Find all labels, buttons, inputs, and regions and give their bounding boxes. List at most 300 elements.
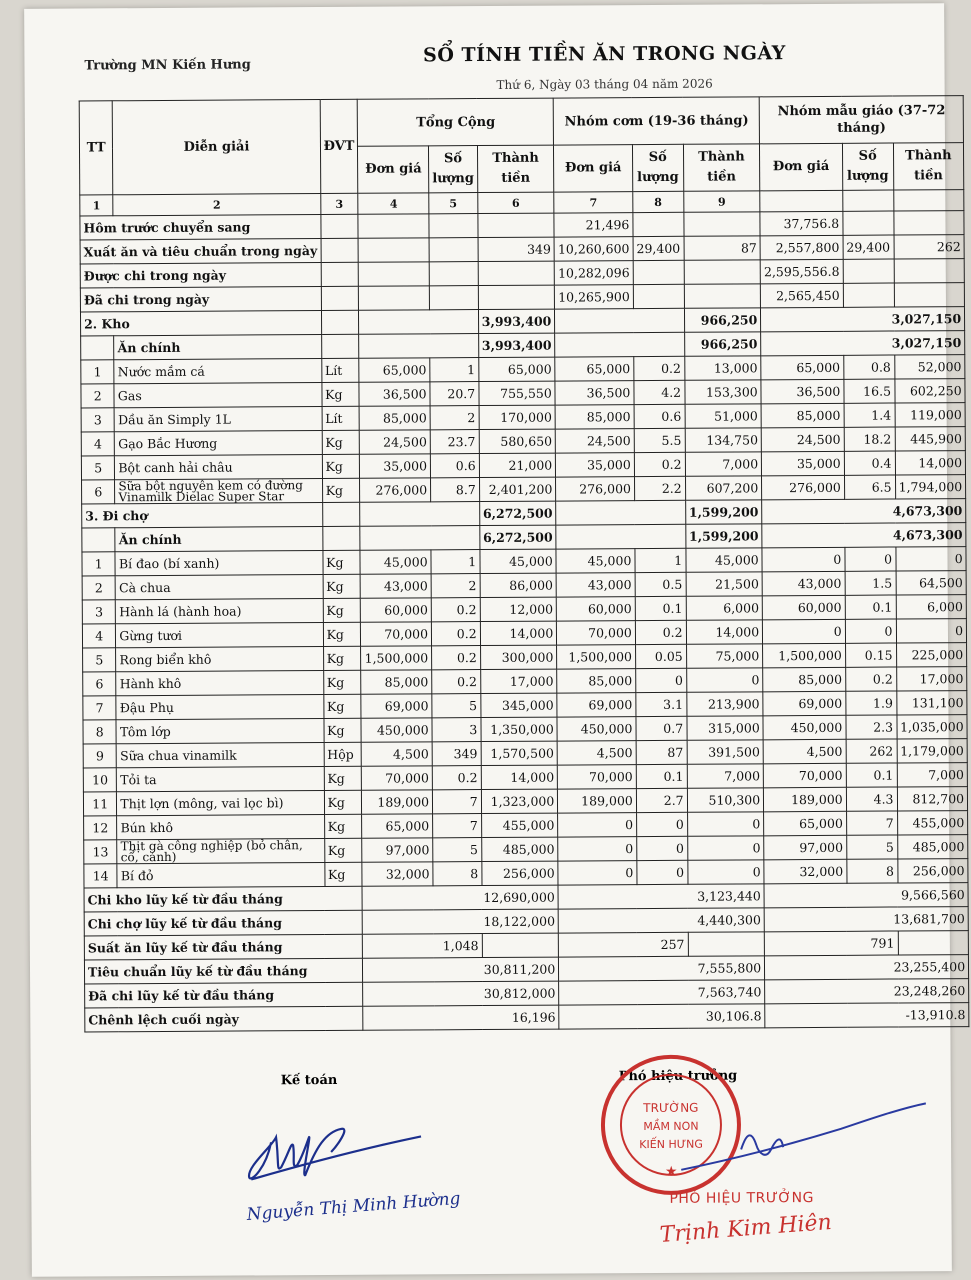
value-cell: 23,255,400 — [765, 955, 969, 980]
value-cell: 43,000 — [556, 573, 635, 597]
value-cell: 6,272,500 — [480, 525, 557, 549]
value-cell: 5 — [846, 835, 897, 859]
value-cell — [429, 262, 478, 286]
subsection-label: Ăn chính — [115, 527, 322, 552]
value-cell: 1,599,200 — [685, 524, 762, 548]
value-cell — [359, 262, 430, 286]
value-cell: 24,500 — [761, 427, 844, 452]
value-cell: 4.3 — [846, 787, 897, 811]
value-cell: 0 — [637, 836, 688, 860]
value-cell: 6,272,500 — [479, 501, 556, 525]
value-cell: 35,000 — [762, 451, 845, 476]
value-cell: 4.2 — [634, 380, 685, 404]
item-name: Gas — [114, 383, 321, 408]
value-cell: 131,100 — [896, 691, 967, 715]
col-tong-cong: Tổng Cộng — [358, 98, 554, 146]
value-cell: 0.5 — [635, 572, 686, 596]
col-don-gia: Đơn giá — [760, 143, 843, 191]
value-cell: 10,282,096 — [554, 261, 633, 285]
value-cell — [429, 286, 478, 310]
unit-cell: Kg — [323, 574, 361, 598]
col-so-luong: Số lượng — [429, 146, 478, 193]
value-cell: 4,440,300 — [558, 908, 764, 933]
item-name: Thịt lợn (mông, vai lọc bì) — [117, 791, 324, 816]
row-number: 5 — [81, 456, 115, 480]
index-cell — [893, 190, 964, 211]
value-cell: 0.2 — [635, 620, 686, 644]
value-cell: 349 — [432, 742, 481, 766]
item-name: Bí đỏ — [117, 863, 324, 888]
value-cell: 70,000 — [558, 765, 637, 789]
unit-cell: Kg — [323, 646, 361, 670]
value-cell: 3,993,400 — [478, 309, 555, 333]
value-cell: 5 — [433, 838, 482, 862]
value-cell: 45,000 — [556, 549, 635, 573]
value-cell: 349 — [478, 237, 555, 261]
value-cell: 455,000 — [897, 811, 968, 835]
row-label: Chi kho lũy kế từ đầu tháng — [84, 886, 363, 912]
col-don-gia: Đơn giá — [554, 145, 633, 192]
row-number: 14 — [84, 864, 118, 888]
value-cell: 4,500 — [763, 739, 846, 764]
document-page — [24, 3, 966, 1277]
value-cell: 10,265,900 — [555, 285, 634, 309]
col-dien-giai: Diễn giải — [113, 100, 321, 195]
value-cell: 85,000 — [360, 406, 431, 430]
value-cell: 0.2 — [431, 598, 480, 622]
row-label: Tiêu chuẩn lũy kế từ đầu tháng — [84, 958, 363, 984]
value-cell: 32,000 — [362, 862, 433, 886]
item-name: Gừng tươi — [116, 623, 323, 648]
value-cell: 0.8 — [844, 355, 895, 379]
unit-cell: Kg — [322, 478, 360, 502]
item-name: Tôm lớp — [116, 719, 323, 744]
value-cell: 445,900 — [895, 427, 966, 451]
value-cell: 3 — [432, 718, 481, 742]
index-cell: 2 — [113, 194, 320, 216]
value-cell — [359, 286, 430, 310]
value-cell: 0 — [845, 619, 896, 643]
row-number: 9 — [83, 744, 117, 768]
value-cell: 1 — [431, 550, 480, 574]
value-cell: 65,000 — [555, 357, 634, 381]
value-cell: 0.2 — [634, 356, 685, 380]
value-cell: 30,811,200 — [363, 957, 559, 982]
item-name: Hành khô — [116, 671, 323, 696]
value-cell: 10,260,600 — [554, 237, 633, 261]
value-cell — [843, 283, 894, 307]
value-cell: 0 — [687, 860, 764, 884]
value-cell: 24,500 — [556, 429, 635, 453]
value-cell: 7 — [433, 814, 482, 838]
value-cell: 0.2 — [431, 622, 480, 646]
value-cell: 0.6 — [430, 454, 479, 478]
value-cell: 8 — [847, 859, 898, 883]
value-cell: 5 — [432, 694, 481, 718]
value-cell: 7,000 — [897, 763, 968, 787]
unit-cell: Kg — [324, 814, 362, 838]
index-cell: 8 — [633, 191, 684, 212]
value-cell: 1,570,500 — [481, 741, 558, 765]
row-number: 6 — [82, 480, 116, 504]
value-cell — [429, 214, 478, 238]
value-cell: 6.5 — [844, 475, 895, 499]
row-number: 7 — [83, 696, 117, 720]
value-cell: 6,000 — [686, 596, 763, 620]
value-cell: 189,000 — [362, 790, 433, 814]
index-cell — [760, 190, 843, 212]
value-cell: 812,700 — [897, 787, 968, 811]
value-cell: 0 — [636, 668, 687, 692]
value-cell: 14,000 — [481, 765, 558, 789]
svg-text:KIẾN HƯNG: KIẾN HƯNG — [639, 1137, 703, 1152]
value-cell: 69,000 — [557, 693, 636, 717]
value-cell: 213,900 — [686, 692, 763, 716]
col-nhom-mau-giao: Nhóm mẫu giáo (37-72 tháng) — [759, 96, 963, 144]
col-tt: TT — [79, 101, 113, 195]
value-cell: 65,000 — [764, 811, 847, 836]
unit-cell: Kg — [323, 670, 361, 694]
col-nhom-com: Nhóm cơm (19-36 tháng) — [553, 97, 759, 145]
row-label: Xuất ăn và tiêu chuẩn trong ngày — [80, 239, 321, 264]
value-cell: 4,673,300 — [762, 499, 966, 524]
value-cell: 276,000 — [360, 478, 431, 502]
value-cell: 0.7 — [636, 716, 687, 740]
unit-cell: Kg — [323, 598, 361, 622]
value-cell: -13,910.8 — [765, 1003, 969, 1028]
value-cell: 5.5 — [634, 428, 685, 452]
value-cell: 3,123,440 — [558, 884, 764, 909]
value-cell: 85,000 — [361, 670, 432, 694]
value-cell: 256,000 — [897, 859, 968, 883]
value-cell: 8 — [433, 862, 482, 886]
value-cell: 450,000 — [557, 717, 636, 741]
row-number: 10 — [83, 768, 117, 792]
value-cell: 0.1 — [846, 763, 897, 787]
value-cell: 69,000 — [361, 694, 432, 718]
value-cell — [894, 259, 965, 283]
table-row — [85, 1003, 969, 1032]
value-cell: 43,000 — [762, 571, 845, 596]
value-cell: 86,000 — [480, 573, 557, 597]
value-cell: 7 — [846, 811, 897, 835]
col-so-luong: Số lượng — [842, 143, 893, 190]
subsection-label: Ăn chính — [114, 335, 321, 360]
row-number: 4 — [81, 432, 115, 456]
svg-text:★: ★ — [664, 1163, 678, 1180]
index-cell: 9 — [683, 191, 760, 212]
value-cell — [358, 214, 429, 238]
value-cell — [843, 259, 894, 283]
value-cell: 87 — [684, 236, 761, 260]
value-cell — [478, 213, 555, 237]
col-thanh-tien: Thành tiền — [477, 145, 554, 192]
row-number: 1 — [81, 360, 115, 384]
value-cell: 85,000 — [763, 667, 846, 692]
value-cell: 1,500,000 — [361, 646, 432, 670]
value-cell: 0 — [687, 836, 764, 860]
table-cell — [81, 336, 115, 360]
value-cell: 45,000 — [480, 549, 557, 573]
unit-cell: Kg — [324, 838, 362, 862]
row-label: Được chi trong ngày — [80, 263, 321, 288]
table-cell — [688, 932, 765, 956]
value-cell: 485,000 — [481, 837, 558, 861]
value-cell: 2,565,450 — [761, 283, 844, 308]
value-cell: 1 — [430, 358, 479, 382]
value-cell — [633, 284, 684, 308]
value-cell: 1.5 — [845, 571, 896, 595]
value-cell: 23.7 — [430, 430, 479, 454]
index-cell: 6 — [477, 192, 554, 213]
value-cell — [894, 283, 965, 307]
value-cell: 0 — [558, 813, 637, 837]
value-cell: 69,000 — [763, 691, 846, 716]
value-cell — [893, 211, 964, 235]
item-name: Thịt gà công nghiệp (bỏ chân, cổ, cánh) — [117, 839, 324, 864]
value-cell: 276,000 — [762, 475, 845, 500]
value-cell: 43,000 — [361, 574, 432, 598]
row-label: Đã chi trong ngày — [80, 287, 321, 312]
value-cell: 0 — [845, 547, 896, 571]
value-cell: 12,690,000 — [362, 885, 558, 910]
col-thanh-tien: Thành tiền — [683, 144, 760, 191]
value-cell: 21,000 — [479, 453, 556, 477]
stamp-role: PHÓ HIỆU TRƯỞNG — [669, 1190, 815, 1207]
value-cell: 36,500 — [761, 379, 844, 404]
unit-cell: Kg — [322, 454, 360, 478]
value-cell: 0 — [686, 668, 763, 692]
value-cell: 450,000 — [763, 715, 846, 740]
row-number: 6 — [83, 672, 117, 696]
value-cell: 225,000 — [896, 643, 967, 667]
value-cell: 6,000 — [896, 595, 967, 619]
value-cell: 485,000 — [897, 835, 968, 859]
row-number: 2 — [81, 384, 115, 408]
value-cell: 16.5 — [844, 379, 895, 403]
value-cell: 2.2 — [634, 476, 685, 500]
value-cell: 7,555,800 — [559, 956, 765, 981]
unit-cell: Kg — [324, 718, 362, 742]
vice-principal-signature — [671, 1088, 932, 1180]
value-cell: 0 — [762, 547, 845, 572]
stamp-name: Trịnh Kim Hiên — [658, 1209, 833, 1248]
table-cell — [556, 524, 685, 549]
report-date: Thứ 6, Ngày 03 tháng 04 năm 2026 — [496, 76, 713, 92]
accountant-title: Kế toán — [280, 1072, 338, 1089]
value-cell: 45,000 — [360, 550, 431, 574]
item-name: Sữa chua vinamilk — [117, 743, 324, 768]
value-cell: 510,300 — [687, 788, 764, 812]
unit-cell: Kg — [323, 694, 361, 718]
accountant-signature — [231, 1106, 431, 1187]
value-cell: 1,323,000 — [481, 789, 558, 813]
value-cell: 580,650 — [479, 429, 556, 453]
value-cell: 85,000 — [555, 405, 634, 429]
value-cell: 1.9 — [846, 691, 897, 715]
value-cell: 2 — [430, 406, 479, 430]
row-number: 1 — [82, 552, 116, 576]
value-cell: 13,000 — [684, 356, 761, 380]
unit-cell: Kg — [324, 790, 362, 814]
value-cell: 17,000 — [480, 669, 557, 693]
value-cell — [684, 284, 761, 308]
value-cell: 256,000 — [482, 861, 559, 885]
value-cell: 0.05 — [635, 644, 686, 668]
value-cell: 70,000 — [763, 763, 846, 788]
value-cell: 2,557,800 — [760, 235, 843, 260]
table-cell — [556, 500, 685, 525]
value-cell: 70,000 — [361, 622, 432, 646]
table-cell — [555, 332, 684, 357]
value-cell: 791 — [765, 931, 898, 956]
value-cell: 4,500 — [557, 741, 636, 765]
value-cell: 65,000 — [362, 814, 433, 838]
value-cell: 602,250 — [894, 379, 965, 403]
table-cell — [321, 310, 359, 334]
value-cell: 0 — [558, 837, 637, 861]
value-cell: 0 — [896, 619, 967, 643]
value-cell: 14,000 — [895, 451, 966, 475]
value-cell: 391,500 — [687, 740, 764, 764]
value-cell: 1,350,000 — [481, 717, 558, 741]
value-cell: 51,000 — [685, 404, 762, 428]
item-name: Rong biển khô — [116, 647, 323, 672]
row-label: Đã chi lũy kế từ đầu tháng — [85, 982, 364, 1008]
value-cell — [684, 260, 761, 284]
value-cell: 9,566,560 — [764, 883, 968, 908]
value-cell: 0.2 — [432, 766, 481, 790]
value-cell: 18.2 — [844, 427, 895, 451]
meal-cost-table — [79, 95, 970, 1032]
value-cell: 300,000 — [480, 645, 557, 669]
value-cell: 0 — [895, 547, 966, 571]
value-cell: 966,250 — [684, 308, 761, 332]
value-cell: 30,812,000 — [363, 981, 559, 1006]
value-cell: 2,595,556.8 — [760, 259, 843, 284]
unit-cell: Kg — [324, 862, 362, 886]
value-cell: 134,750 — [685, 428, 762, 452]
item-name: Sữa bột nguyên kem có đường Vinamilk Dielac Super Star — [115, 479, 322, 504]
value-cell: 24,500 — [360, 430, 431, 454]
table-cell — [321, 262, 359, 286]
value-cell: 2,401,200 — [479, 477, 556, 501]
table-cell — [360, 526, 479, 551]
value-cell: 36,500 — [359, 382, 430, 406]
value-cell: 2 — [431, 574, 480, 598]
value-cell: 1,179,000 — [897, 739, 968, 763]
value-cell — [843, 211, 894, 235]
item-name: Nước mắm cá — [114, 359, 321, 384]
row-label: Suất ăn lũy kế từ đầu tháng — [84, 934, 363, 960]
value-cell: 1,035,000 — [896, 715, 967, 739]
table-cell — [321, 334, 359, 358]
value-cell: 2.3 — [846, 715, 897, 739]
value-cell: 70,000 — [362, 766, 433, 790]
value-cell: 755,550 — [479, 381, 556, 405]
value-cell: 315,000 — [687, 716, 764, 740]
table-cell — [321, 286, 359, 310]
value-cell: 23,248,260 — [765, 979, 969, 1004]
value-cell — [478, 261, 555, 285]
table-cell — [320, 214, 358, 238]
value-cell: 37,756.8 — [760, 211, 843, 236]
value-cell: 64,500 — [896, 571, 967, 595]
value-cell: 87 — [636, 740, 687, 764]
value-cell: 0 — [636, 812, 687, 836]
value-cell: 2.7 — [636, 788, 687, 812]
row-number: 8 — [83, 720, 117, 744]
value-cell: 0 — [637, 860, 688, 884]
table-body — [80, 211, 969, 1032]
value-cell: 75,000 — [686, 644, 763, 668]
value-cell: 13,681,700 — [764, 907, 968, 932]
value-cell: 966,250 — [684, 332, 761, 356]
value-cell: 16,196 — [363, 1005, 559, 1030]
item-name: Bí đao (bí xanh) — [115, 551, 322, 576]
value-cell — [684, 212, 761, 236]
accountant-name: Nguyễn Thị Minh Hường — [246, 1188, 462, 1225]
value-cell: 0 — [687, 812, 764, 836]
value-cell: 4,673,300 — [762, 523, 966, 548]
row-label: Hôm trước chuyển sang — [80, 215, 321, 240]
value-cell: 29,400 — [843, 235, 894, 259]
value-cell: 0.6 — [634, 404, 685, 428]
row-label: Chênh lệch cuối ngày — [85, 1006, 364, 1032]
value-cell: 30,106.8 — [559, 1004, 765, 1029]
value-cell: 85,000 — [761, 403, 844, 428]
value-cell: 97,000 — [764, 835, 847, 860]
row-number: 12 — [84, 816, 118, 840]
value-cell: 0.1 — [845, 595, 896, 619]
value-cell: 189,000 — [558, 789, 637, 813]
item-name: Tỏi ta — [117, 767, 324, 792]
value-cell: 36,500 — [555, 381, 634, 405]
value-cell: 7,000 — [685, 452, 762, 476]
index-cell: 1 — [80, 195, 114, 216]
value-cell: 262 — [846, 739, 897, 763]
value-cell: 450,000 — [361, 718, 432, 742]
item-name: Đậu Phụ — [116, 695, 323, 720]
row-number: 13 — [84, 840, 118, 864]
value-cell: 14,000 — [686, 620, 763, 644]
index-cell: 4 — [358, 193, 429, 214]
value-cell — [429, 238, 478, 262]
value-cell: 52,000 — [894, 355, 965, 379]
value-cell: 0.1 — [636, 764, 687, 788]
value-cell: 0 — [763, 619, 846, 644]
value-cell: 0.2 — [432, 646, 481, 670]
value-cell: 0 — [558, 861, 637, 885]
value-cell: 276,000 — [556, 477, 635, 501]
row-number: 2 — [82, 576, 116, 600]
value-cell — [478, 285, 555, 309]
value-cell: 32,000 — [764, 859, 847, 884]
unit-cell: Kg — [323, 622, 361, 646]
col-dvt: ĐVT — [320, 99, 358, 193]
value-cell: 12,000 — [480, 597, 557, 621]
unit-cell: Kg — [324, 766, 362, 790]
row-number: 11 — [83, 792, 117, 816]
section-label: 2. Kho — [80, 311, 321, 336]
value-cell: 607,200 — [685, 476, 762, 500]
value-cell: 17,000 — [896, 667, 967, 691]
value-cell: 0.2 — [845, 667, 896, 691]
table-cell — [82, 528, 116, 552]
value-cell: 257 — [559, 932, 688, 957]
value-cell: 4,500 — [362, 742, 433, 766]
unit-cell: Kg — [323, 550, 361, 574]
